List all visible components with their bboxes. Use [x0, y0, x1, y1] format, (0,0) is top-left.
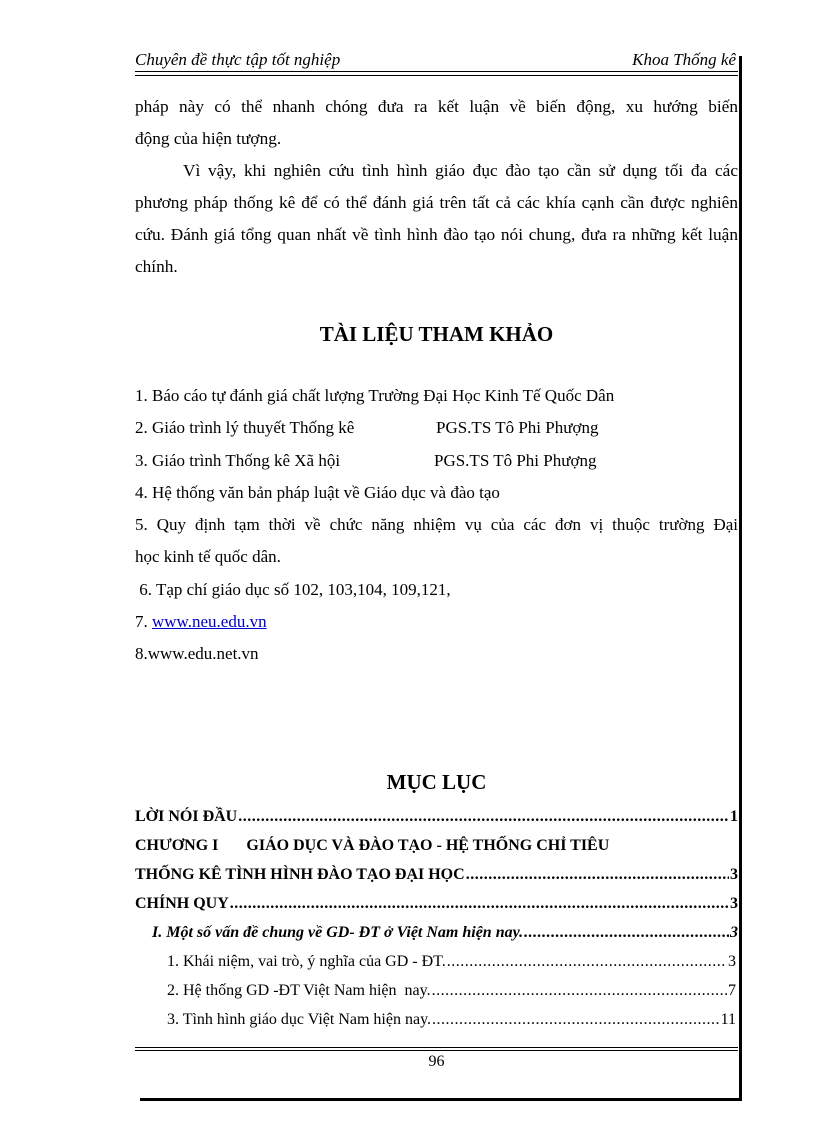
table-of-contents: [135, 802, 738, 1034]
toc-entry-text: 2. Hệ thống GD -ĐT Việt Nam hiện nay.: [167, 982, 431, 999]
page-border-shadow-right: [739, 56, 742, 1101]
toc-title: MỤC LỤC: [386, 770, 487, 794]
page-header: [135, 48, 738, 74]
toc-leader: [466, 860, 729, 889]
footer-rule-thin: [135, 1047, 738, 1048]
reference-item: [135, 606, 738, 638]
header-left-text: Chuyên đề thực tập tốt nghiệp: [135, 50, 341, 69]
header-rule-thick: [135, 71, 738, 72]
reference-item: 6. Tạp chí giáo dục số 102, 103,104, 109,121,: [135, 579, 451, 599]
reference-title: 2. Giáo trình lý thuyết Thống kê: [135, 418, 355, 438]
reference-item: 1. Báo cáo tự đánh giá chất lượng Trường Đại Học Kinh Tế Quốc Dân: [135, 386, 615, 405]
toc-entry[interactable]: [135, 802, 738, 831]
references-list: [135, 380, 738, 671]
toc-leader: [447, 947, 727, 976]
toc-entry-heading: CHƯƠNG I GIÁO DỤC VÀ ĐÀO TẠO - HỆ THỐNG CHỈ TIÊU: [135, 837, 610, 854]
reference-item: 8.www.edu.net.vn: [135, 644, 259, 664]
toc-entry-text: CHÍNH QUY: [135, 895, 229, 912]
toc-entry-text: LỜI NÓI ĐẦU: [135, 808, 238, 825]
toc-leader: [230, 889, 729, 918]
paragraph-line: động của hiện tượng.: [135, 129, 282, 148]
reference-item: 4. Hệ thống văn bản pháp luật về Giáo dục và đào tạo: [135, 482, 500, 502]
reference-item: học kinh tế quốc dân.: [135, 547, 281, 567]
header-rule-thin: [135, 75, 738, 76]
references-title: TÀI LIỆU THAM KHẢO: [319, 322, 554, 346]
toc-page: 3: [728, 953, 736, 970]
reference-item: [135, 412, 738, 444]
paragraph-line: pháp này có thể nhanh chóng đưa ra kết luận về biến động, xu hướng biến: [135, 97, 738, 116]
toc-leader: [238, 802, 729, 831]
header-right-text: Khoa Thống kê: [632, 50, 736, 69]
reference-number: 7.: [135, 612, 152, 632]
page-border-shadow-bottom: [140, 1098, 742, 1101]
toc-leader: [432, 976, 727, 1005]
toc-page: 11: [720, 1011, 736, 1028]
toc-entry[interactable]: [135, 860, 738, 889]
toc-entry[interactable]: [135, 889, 738, 918]
toc-leader: [524, 918, 729, 947]
toc-entry[interactable]: [135, 976, 738, 1005]
toc-leader: [432, 1005, 720, 1034]
reference-author: PGS.TS Tô Phi Phượng: [434, 450, 597, 470]
reference-item: 5. Quy định tạm thời về chức năng nhiệm vụ của các đơn vị thuộc trường Đại: [135, 515, 738, 535]
toc-entry[interactable]: [135, 947, 738, 976]
toc-entry-text: 3. Tình hình giáo dục Việt Nam hiện nay.: [167, 1011, 432, 1028]
reference-item: [135, 445, 738, 477]
paragraph: Vì vậy, khi nghiên cứu tình hình giáo đục đào tạo cần sử dụng tối đa các phương pháp thống kê để có thể đánh giá trên tất cả các khía cạnh cần được nghiên cứu. Đánh giá tổng quan nhất về tình hình đào tạo nói chung, đưa ra những kết luận chính.: [135, 161, 738, 276]
toc-entry-text: THỐNG KÊ TÌNH HÌNH ĐÀO TẠO ĐẠI HỌC: [135, 866, 465, 883]
toc-page: 3: [730, 895, 738, 912]
toc-entry-text: 1. Khái niệm, vai trò, ý nghĩa của GD - ĐT.: [167, 953, 446, 970]
reference-link[interactable]: www.neu.edu.vn: [152, 612, 267, 632]
toc-entry[interactable]: [135, 1005, 738, 1034]
toc-page: 1: [730, 808, 738, 825]
footer-rule-thick: [135, 1050, 738, 1051]
toc-page: 7: [728, 982, 736, 999]
body-text: [135, 91, 738, 283]
reference-title: 3. Giáo trình Thống kê Xã hội: [135, 450, 341, 470]
toc-page: 3: [730, 866, 738, 883]
page-number: 96: [428, 1053, 445, 1070]
toc-page: 3: [730, 924, 738, 941]
reference-author: PGS.TS Tô Phi Phượng: [436, 418, 599, 438]
toc-entry[interactable]: [135, 918, 738, 947]
toc-entry-text: I. Một số vấn đề chung về GD- ĐT ở Việt Nam hiện nay.: [152, 924, 524, 941]
